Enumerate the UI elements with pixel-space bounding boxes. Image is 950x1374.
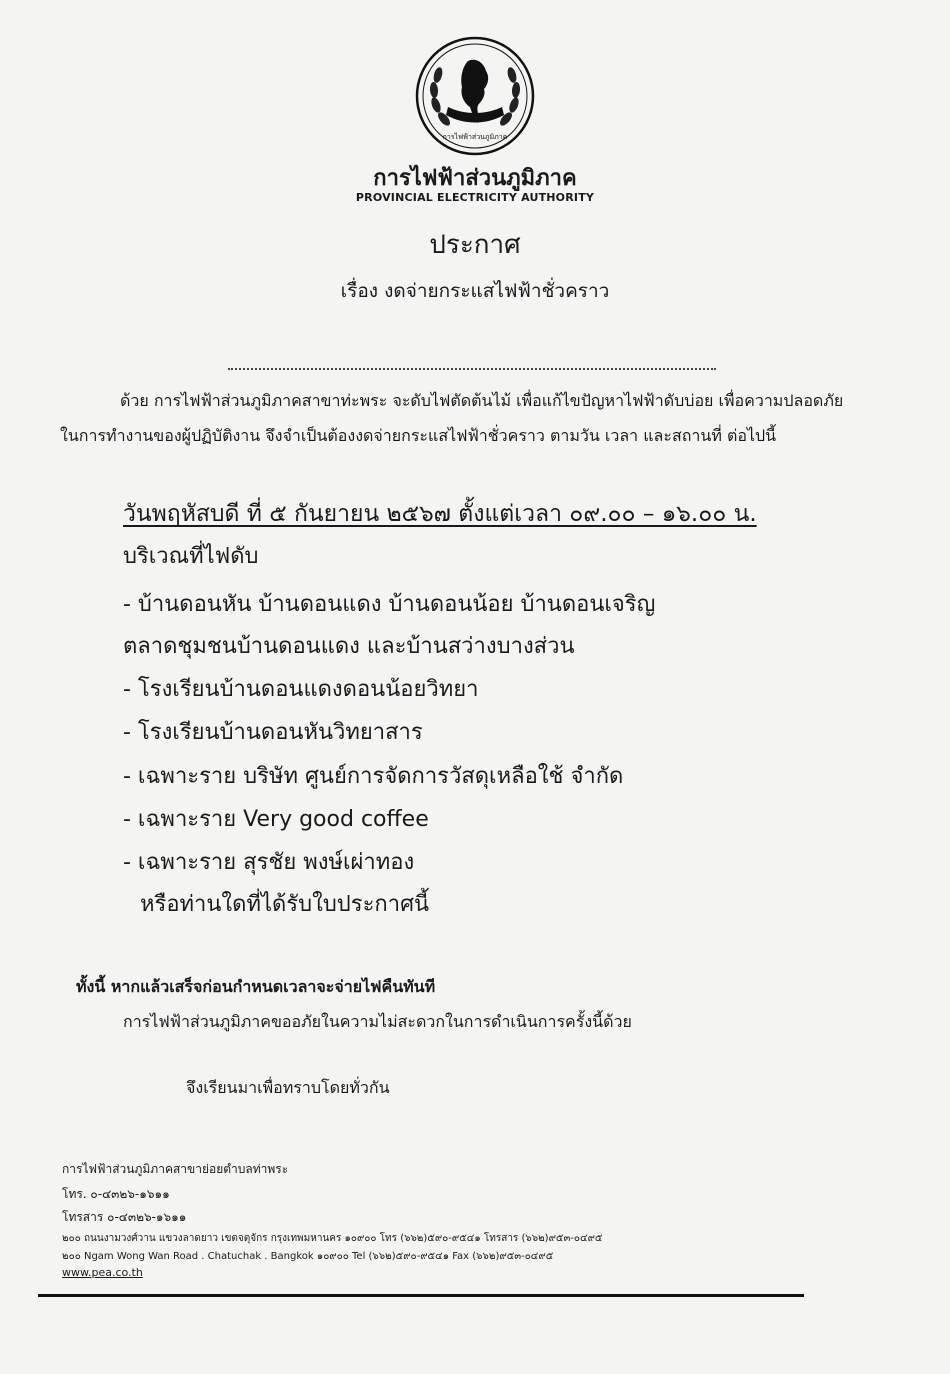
intro-line-1: ด้วย การไฟฟ้าส่วนภูมิภาคสาขาท่ะพระ จะดับไฟตัดต้นไม้ เพื่อแก้ไขปัญหาไฟฟ้าดับบ่อย เพื่อความปลอดภัย bbox=[120, 391, 844, 410]
announcement-title: ประกาศ bbox=[429, 230, 521, 260]
dotted-divider bbox=[228, 368, 716, 370]
org-name-english: PROVINCIAL ELECTRICITY AUTHORITY bbox=[355, 191, 595, 204]
note-line-1: ทั้งนี้ หากแล้วเสร็จก่อนกำหนดเวลาจะจ่ายไฟคืนทันที bbox=[76, 977, 436, 996]
outage-date-line: วันพฤหัสบดี ที่ ๕ กันยายน ๒๕๖๗ ตั้งแต่เวลา ๐๙.๐๐ – ๑๖.๐๐ น. bbox=[123, 501, 757, 527]
outage-area-line: หรือท่านใดที่ได้รับใบประกาศนี้ bbox=[140, 892, 430, 917]
outage-area-heading: บริเวณที่ไฟดับ bbox=[123, 544, 259, 569]
footer-phone: โทร. ๐-๔๓๒๖-๑๖๑๑ bbox=[62, 1187, 170, 1201]
pea-logo-emblem bbox=[414, 35, 536, 157]
outage-area-line: - เฉพาะราย Very good coffee bbox=[123, 807, 429, 832]
note-line-2: การไฟฟ้าส่วนภูมิภาคขออภัยในความไม่สะดวกในการดำเนินการครั้งนี้ด้วย bbox=[123, 1012, 632, 1031]
footer-fax: โทรสาร ๐-๔๓๒๖-๑๖๑๑ bbox=[62, 1210, 187, 1224]
org-name-thai: การไฟฟ้าส่วนภูมิภาค bbox=[373, 166, 577, 191]
closing-line: จึงเรียนมาเพื่อทราบโดยทั่วกัน bbox=[186, 1078, 390, 1097]
footer-branch: การไฟฟ้าส่วนภูมิภาคสาขาย่อยตำบลท่าพระ bbox=[62, 1162, 289, 1176]
outage-area-line: - เฉพาะราย บริษัท ศูนย์การจัดการวัสดุเหลือใช้ จำกัด bbox=[123, 764, 624, 789]
announcement-subject: เรื่อง งดจ่ายกระแสไฟฟ้าชั่วคราว bbox=[340, 280, 610, 302]
footer-website-link[interactable]: www.pea.co.th bbox=[62, 1266, 143, 1279]
intro-line-2: ในการทำงานของผู้ปฏิบัติงาน จึงจำเป็นต้องงดจ่ายกระแสไฟฟ้าชั่วคราว ตามวัน เวลา และสถานที่ ต่อไปนี้ bbox=[60, 426, 777, 445]
bottom-rule bbox=[38, 1294, 804, 1297]
outage-area-line: - บ้านดอนหัน บ้านดอนแดง บ้านดอนน้อย บ้านดอนเจริญ bbox=[123, 592, 656, 617]
footer-address-english: ๒๐๐ Ngam Wong Wan Road . Chatuchak . Bangkok ๑๐๙๐๐ Tel (๖๖๒)๕๙๐-๙๕๔๑ Fax (๖๖๒)๙๕๓-๐๔๙๕ bbox=[62, 1251, 554, 1262]
svg-text:การไฟฟ้าส่วนภูมิภาค: การไฟฟ้าส่วนภูมิภาค bbox=[442, 133, 508, 141]
footer-address-thai: ๒๐๐ ถนนงามวงศ์วาน แขวงลาดยาว เขตจตุจักร กรุงเทพมหานคร ๑๐๙๐๐ โทร (๖๖๒)๕๙๐-๙๕๔๑ โทรสาร (๖๖๒)๙๕๓-๐๔๙๕ bbox=[62, 1233, 603, 1244]
outage-area-line: ตลาดชุมชนบ้านดอนแดง และบ้านสว่างบางส่วน bbox=[123, 634, 575, 659]
outage-area-line: - โรงเรียนบ้านดอนหันวิทยาสาร bbox=[123, 720, 423, 745]
outage-area-line: - โรงเรียนบ้านดอนแดงดอนน้อยวิทยา bbox=[123, 677, 479, 702]
outage-area-line: - เฉพาะราย สุรชัย พงษ์เผ่าทอง bbox=[123, 850, 415, 875]
